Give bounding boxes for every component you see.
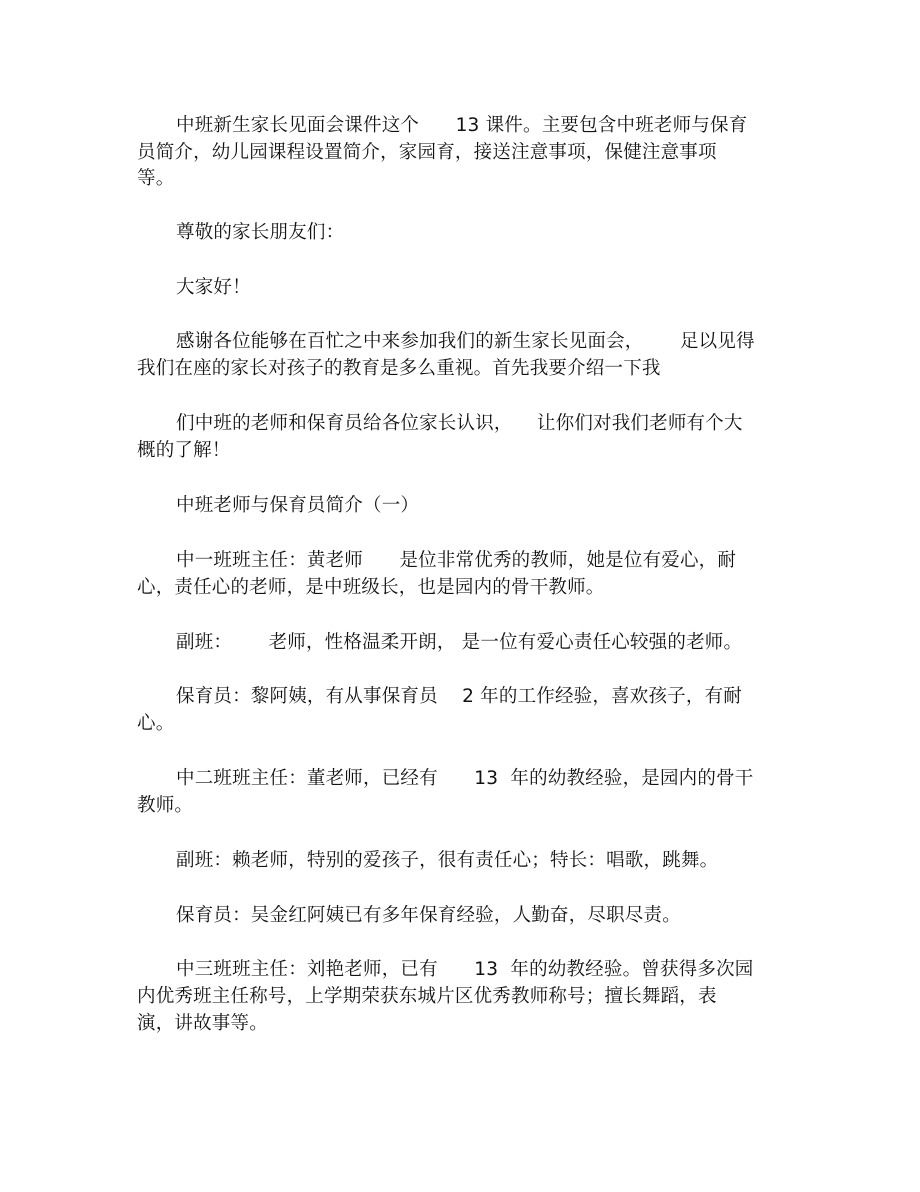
class3-head-line-2: 内优秀班主任称号，上学期荣获东城片区优秀教师称号；擅长舞蹈，表 [137, 986, 717, 1007]
intro-line-3: 等。 [137, 168, 175, 189]
class3-head-line-3: 演，讲故事等。 [137, 1013, 268, 1034]
intro-line-2: 员简介，幼儿园课程设置简介，家园育，接送注意事项，保健注意事项 [137, 142, 717, 163]
class2-head-line-1: 中二班班主任：董老师，已经有 13 年的幼教经验，是园内的骨干 [176, 768, 754, 789]
class2-deputy: 副班：赖老师，特别的爱孩子，很有责任心；特长：唱歌，跳舞。 [176, 850, 719, 871]
class2-nurse: 保育员：吴金红阿姨已有多年保育经验，人勤奋，尽职尽责。 [176, 905, 681, 926]
section-heading: 中班老师与保育员简介（一） [176, 495, 420, 516]
salutation: 尊敬的家长朋友们： [176, 222, 345, 243]
class1-head-line-1: 中一班班主任：黄老师 是位非常优秀的教师，她是位有爱心，耐 [176, 550, 737, 571]
greeting: 大家好！ [176, 277, 251, 298]
introduce-line-1: 们中班的老师和保育员给各位家长认识， 让你们对我们老师有个大 [176, 413, 743, 434]
thanks-line-2: 我们在座的家长对孩子的教育是多么重视。首先我要介绍一下我 [137, 358, 661, 379]
class1-nurse-line-1: 保育员：黎阿姨，有从事保育员 2 年的工作经验，喜欢孩子，有耐 [176, 686, 742, 707]
class1-deputy: 副班： 老师，性格温柔开朗， 是一位有爱心责任心较强的老师。 [176, 632, 743, 653]
class2-head-line-2: 教师。 [137, 795, 194, 816]
class1-head-line-2: 心，责任心的老师，是中班级长，也是园内的骨干教师。 [137, 577, 605, 598]
class1-nurse-line-2: 心。 [137, 713, 175, 734]
intro-line-1: 中班新生家长见面会课件这个 13 课件。主要包含中班老师与保育 [176, 115, 748, 136]
thanks-line-1: 感谢各位能够在百忙之中来参加我们的新生家长见面会， 足以见得 [176, 331, 755, 352]
class3-head-line-1: 中三班班主任：刘艳老师，已有 13 年的幼教经验。曾获得多次园 [176, 959, 754, 980]
introduce-line-2: 概的了解！ [137, 440, 231, 461]
